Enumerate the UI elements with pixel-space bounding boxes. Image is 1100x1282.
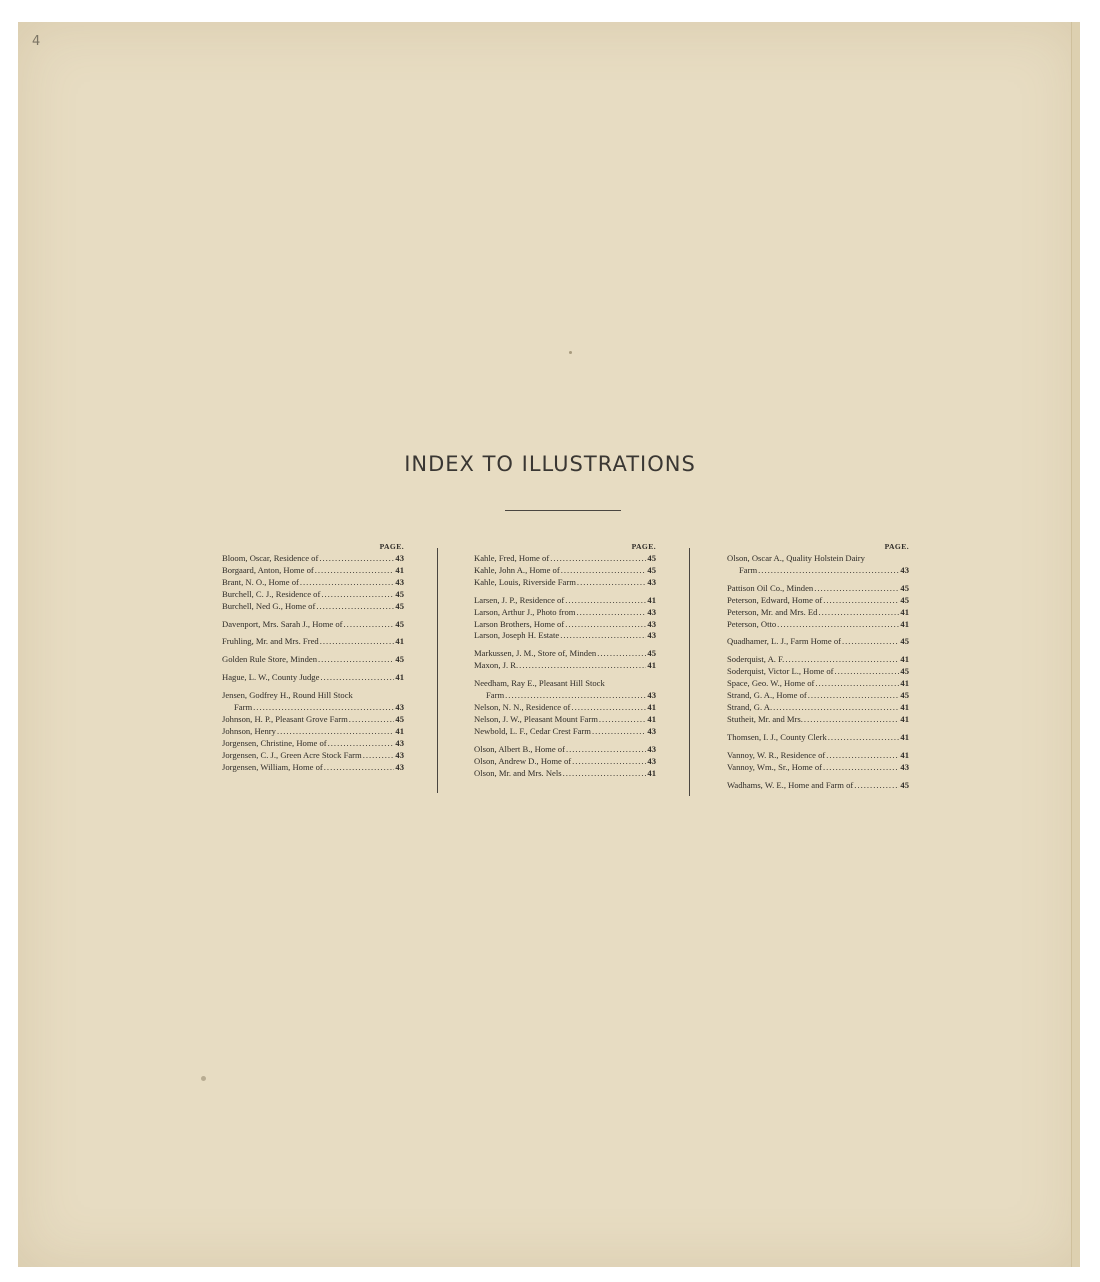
index-entry: Thomsen, I. J., County Clerk ..... 41 bbox=[727, 732, 909, 744]
index-entry: Kahle, Fred, Home of ..... 45 bbox=[474, 553, 656, 565]
page-title: INDEX TO ILLUSTRATIONS bbox=[404, 452, 696, 476]
index-entry: Olson, Albert B., Home of ..... 43 bbox=[474, 744, 656, 756]
index-entry: Soderquist, A. F. ..... 41 bbox=[727, 654, 909, 666]
index-entry: Davenport, Mrs. Sarah J., Home of ..... 45 bbox=[222, 619, 404, 631]
index-column-2 bbox=[474, 541, 656, 779]
index-entry: Wadhams, W. E., Home and Farm of ..... 45 bbox=[727, 780, 909, 792]
index-entry: Vannoy, W. R., Residence of ..... 41 bbox=[727, 750, 909, 762]
index-entry: Pattison Oil Co., Minden ..... 45 bbox=[727, 583, 909, 595]
index-entry: Nelson, J. W., Pleasant Mount Farm ..... 41 bbox=[474, 714, 656, 726]
page-column-header: PAGE. bbox=[884, 542, 909, 551]
index-entry: Strand, G. A., Home of ..... 45 bbox=[727, 690, 909, 702]
index-entry: Nelson, N. N., Residence of ..... 41 bbox=[474, 702, 656, 714]
index-entry: Johnson, H. P., Pleasant Grove Farm ..... 45 bbox=[222, 714, 404, 726]
sheet-edge bbox=[1071, 22, 1080, 1267]
paper-speck bbox=[201, 1076, 206, 1081]
index-entry: Olson, Oscar A., Quality Holstein Dairy Farm ..... 43 bbox=[727, 553, 909, 577]
index-entry: Soderquist, Victor L., Home of ..... 45 bbox=[727, 666, 909, 678]
index-entry: Jensen, Godfrey H., Round Hill Stock Farm ..... 43 bbox=[222, 690, 404, 714]
index-entry: Vannoy, Wm., Sr., Home of ..... 43 bbox=[727, 762, 909, 774]
index-column-3 bbox=[727, 541, 909, 791]
index-entry: Strand, G. A. ..... 41 bbox=[727, 702, 909, 714]
index-entry: Larson, Arthur J., Photo from ..... 43 bbox=[474, 607, 656, 619]
paper-speck bbox=[569, 351, 572, 354]
index-entry: Burchell, C. J., Residence of ..... 45 bbox=[222, 589, 404, 601]
index-entry: Fruhling, Mr. and Mrs. Fred ..... 41 bbox=[222, 636, 404, 648]
index-entry: Newbold, L. F., Cedar Crest Farm ..... 43 bbox=[474, 726, 656, 738]
index-entry: Peterson, Mr. and Mrs. Ed ..... 41 bbox=[727, 607, 909, 619]
index-entry: Markussen, J. M., Store of, Minden ..... 45 bbox=[474, 648, 656, 660]
index-entry: Burchell, Ned G., Home of ..... 45 bbox=[222, 601, 404, 613]
index-entry: Stutheit, Mr. and Mrs. ..... 41 bbox=[727, 714, 909, 726]
index-entry: Hague, L. W., County Judge ..... 41 bbox=[222, 672, 404, 684]
index-entry: Olson, Andrew D., Home of ..... 43 bbox=[474, 756, 656, 768]
index-entry: Quadhamer, L. J., Farm Home of ..... 45 bbox=[727, 636, 909, 648]
index-entry: Johnson, Henry ..... 41 bbox=[222, 726, 404, 738]
index-entry: Larson, Joseph H. Estate ..... 43 bbox=[474, 630, 656, 642]
index-entry: Jorgensen, William, Home of ..... 43 bbox=[222, 762, 404, 774]
index-entry: Maxon, J. R. ..... 41 bbox=[474, 660, 656, 672]
page-column-header: PAGE. bbox=[379, 542, 404, 551]
index-entry: Golden Rule Store, Minden ..... 45 bbox=[222, 654, 404, 666]
index-entry: Jorgensen, C. J., Green Acre Stock Farm ..... 43 bbox=[222, 750, 404, 762]
title-rule bbox=[505, 510, 621, 511]
column-divider bbox=[689, 548, 690, 796]
index-entry: Bloom, Oscar, Residence of ..... 43 bbox=[222, 553, 404, 565]
index-entry: Peterson, Otto ..... 41 bbox=[727, 619, 909, 631]
index-entry: Borgaard, Anton, Home of ..... 41 bbox=[222, 565, 404, 577]
index-entry: Kahle, John A., Home of ..... 45 bbox=[474, 565, 656, 577]
index-entry: Space, Geo. W., Home of ..... 41 bbox=[727, 678, 909, 690]
index-entry: Jorgensen, Christine, Home of ..... 43 bbox=[222, 738, 404, 750]
index-column-1 bbox=[222, 541, 404, 774]
index-entry: Kahle, Louis, Riverside Farm ..... 43 bbox=[474, 577, 656, 589]
index-entry: Brant, N. O., Home of ..... 43 bbox=[222, 577, 404, 589]
index-entry: Peterson, Edward, Home of ..... 45 bbox=[727, 595, 909, 607]
page-column-header: PAGE. bbox=[631, 542, 656, 551]
index-entry: Larsen, J. P., Residence of ..... 41 bbox=[474, 595, 656, 607]
index-entry: Needham, Ray E., Pleasant Hill Stock Farm ..... 43 bbox=[474, 678, 656, 702]
index-entry: Larson Brothers, Home of ..... 43 bbox=[474, 619, 656, 631]
corner-mark: 4 bbox=[32, 34, 41, 49]
column-divider bbox=[437, 548, 438, 793]
index-entry: Olson, Mr. and Mrs. Nels ..... 41 bbox=[474, 768, 656, 780]
